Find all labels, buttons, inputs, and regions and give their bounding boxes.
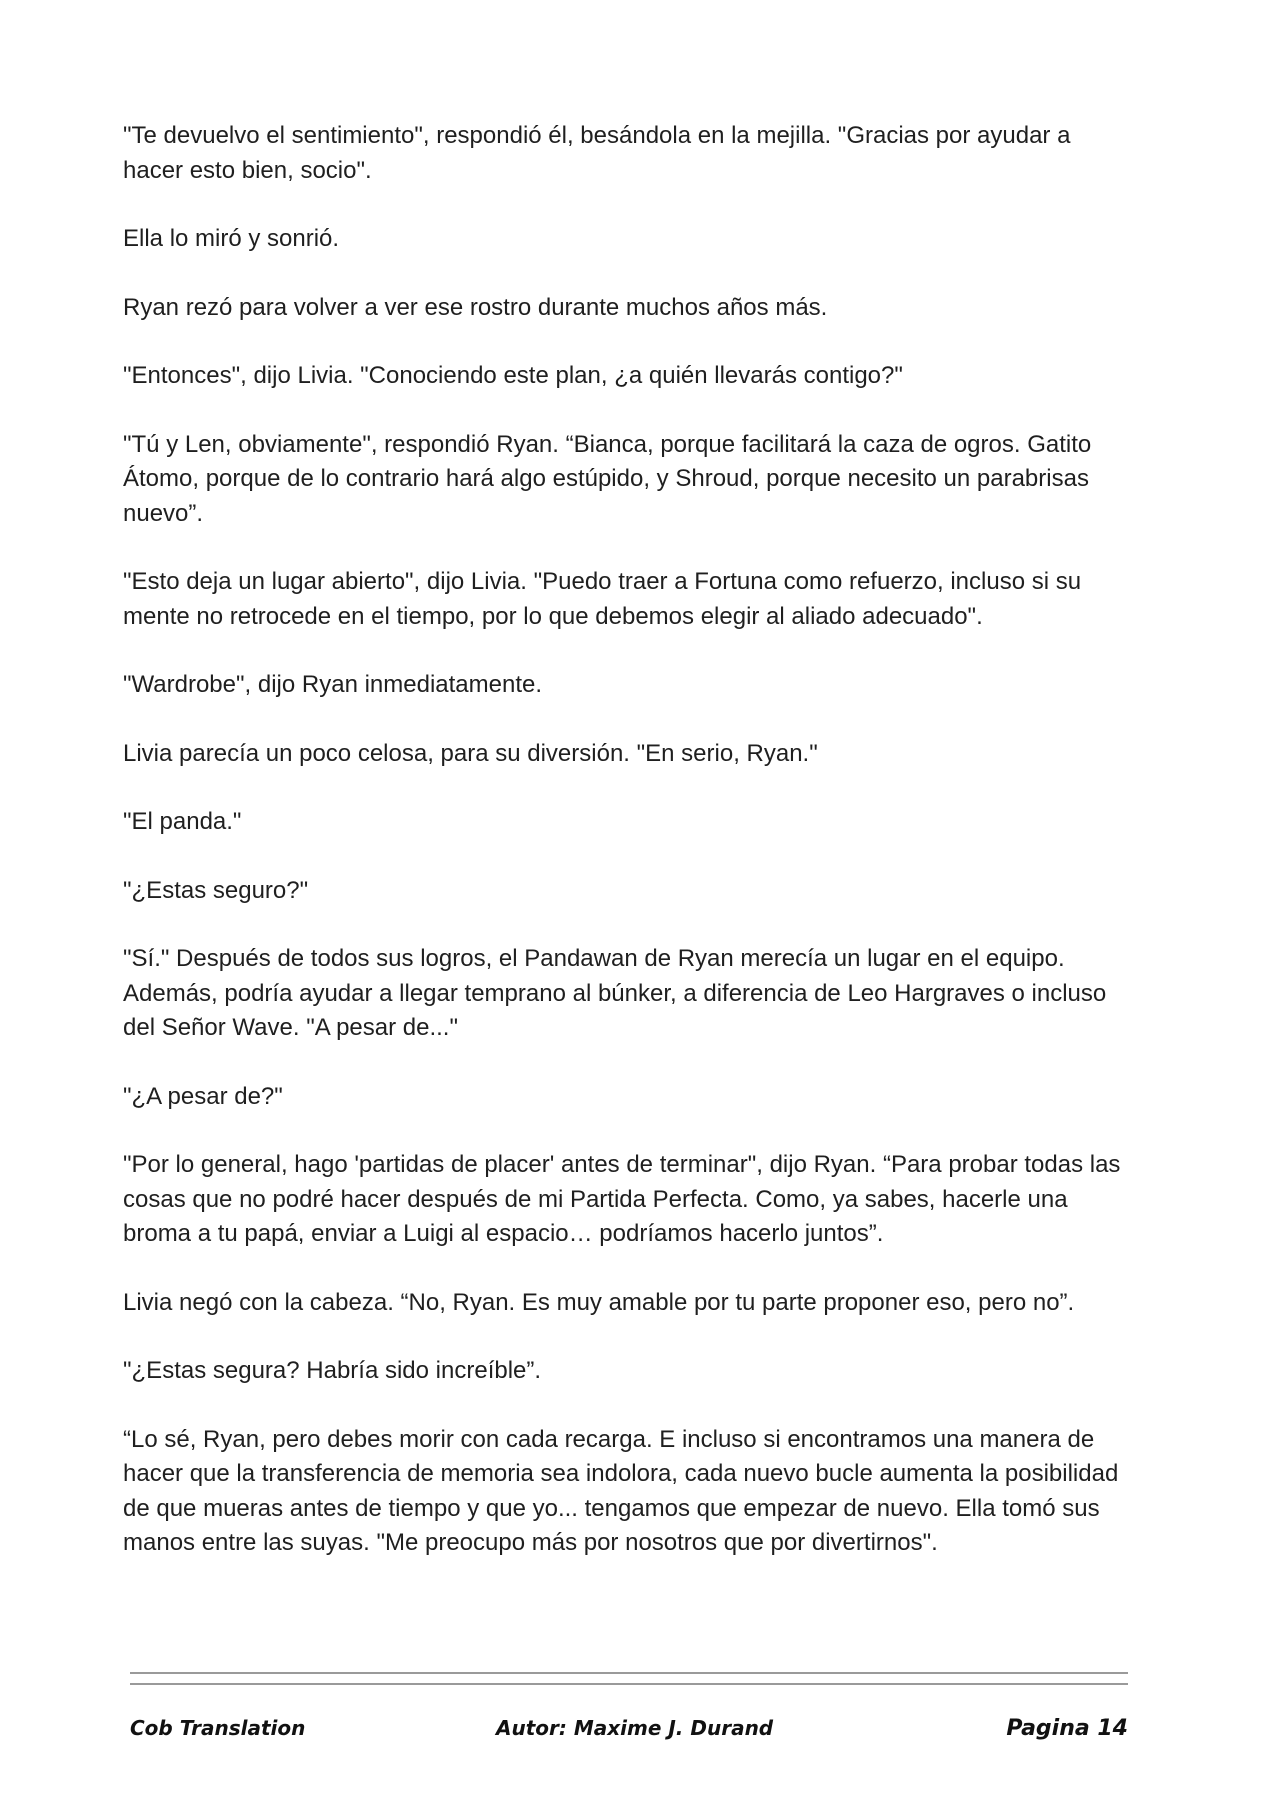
paragraph: "Te devuelvo el sentimiento", respondió él, besándola en la mejilla. "Gracias por ayudar a hacer esto bien, socio". — [123, 122, 1071, 184]
paragraph: Ella lo miró y sonrió. — [123, 225, 340, 252]
paragraph: "Wardrobe", dijo Ryan inmediatamente. — [123, 671, 543, 698]
paragraph: "Sí." Después de todos sus logros, el Pandawan de Ryan merecía un lugar en el equipo. Además, podría ayudar a llegar temprano al búnker, a diferencia de Leo Hargraves o incluso del Señor Wave. "A pesar de..." — [123, 945, 1107, 1041]
paragraph: Livia negó con la cabeza. “No, Ryan. Es muy amable por tu parte proponer eso, pero no”. — [123, 1288, 1075, 1316]
footer-divider-top — [130, 1672, 1128, 1674]
paragraph: "Por lo general, hago 'partidas de placer' antes de terminar", dijo Ryan. “Para probar todas las cosas que no podré hacer después de mi Partida Perfecta. Como, ya sabes, hacerle una broma a tu papá, enviar a Luigi al espacio… podríamos hacerlo juntos”. — [123, 1151, 1121, 1247]
page-footer — [130, 1716, 1128, 1750]
paragraph: “Lo sé, Ryan, pero debes morir con cada recarga. E incluso si encontramos una manera de hacer que la transferencia de memoria sea indolora, cada nuevo bucle aumenta la posibilidad de que mueras antes de tiempo y que yo... tengamos que empezar de nuevo. Ella tomó sus manos entre las suyas. "Me preocupo más por nosotros que por divertirnos". — [123, 1425, 1119, 1556]
footer-page-number: Pagina 14 — [1006, 1716, 1128, 1741]
paragraph: Ryan rezó para volver a ver ese rostro durante muchos años más. — [123, 293, 828, 321]
paragraph: "El panda." — [123, 808, 242, 835]
body-text — [123, 119, 1133, 1595]
paragraph: Livia parecía un poco celosa, para su diversión. "En serio, Ryan." — [123, 739, 818, 767]
paragraph: "¿Estas segura? Habría sido increíble”. — [123, 1357, 542, 1384]
paragraph: "Esto deja un lugar abierto", dijo Livia. "Puedo traer a Fortuna como refuerzo, incluso si su mente no retrocede en el tiempo, por lo que debemos elegir al aliado adecuado". — [123, 568, 1082, 630]
paragraph: "¿A pesar de?" — [123, 1082, 283, 1110]
paragraph: "¿Estas seguro?" — [123, 876, 309, 904]
footer-translator: Cob Translation — [130, 1716, 306, 1740]
paragraph: "Entonces", dijo Livia. "Conociendo este plan, ¿a quién llevarás contigo?" — [123, 362, 903, 389]
footer-author: Autor: Maxime J. Durand — [496, 1716, 774, 1740]
paragraph: "Tú y Len, obviamente", respondió Ryan. “Bianca, porque facilitará la caza de ogros. Gatito Átomo, porque de lo contrario hará algo estúpido, y Shroud, porque necesito un parabrisas nuevo”. — [123, 430, 1092, 527]
footer-divider-bottom — [130, 1683, 1128, 1685]
